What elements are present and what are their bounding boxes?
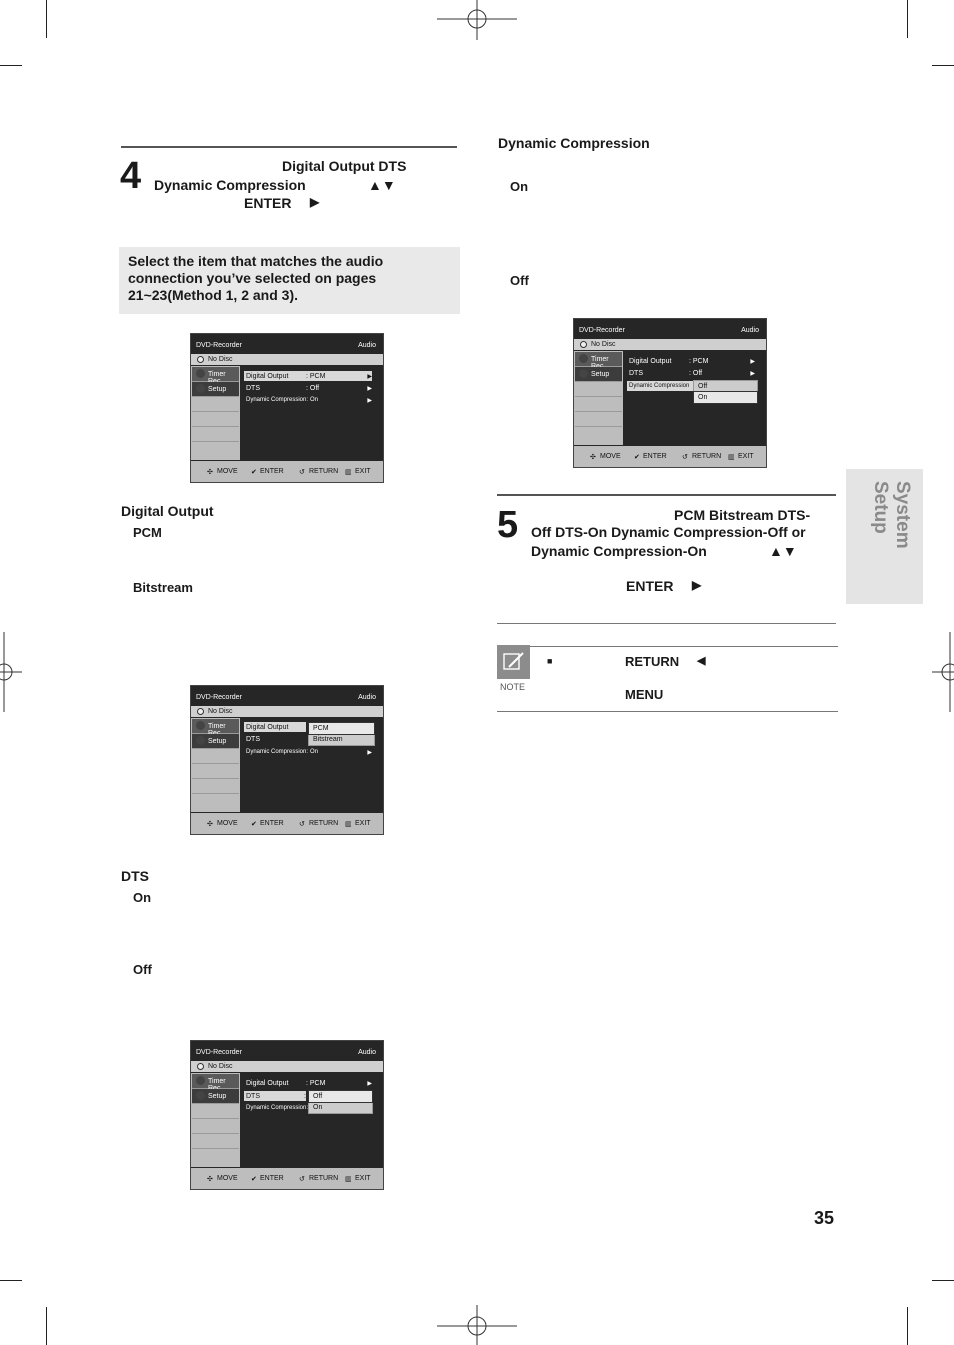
- registration-mark: [0, 632, 22, 712]
- osd-option-pcm[interactable]: PCM: [309, 723, 374, 734]
- osd-disc-status: No Disc: [208, 356, 233, 363]
- notice-box: [119, 247, 460, 314]
- osd-option-off[interactable]: Off: [698, 383, 708, 390]
- note-menu: MENU: [625, 687, 664, 702]
- osd-footer: ✣ MOVE ✔ ENTER ↺ RETURN ▥ EXIT: [191, 1168, 383, 1189]
- gear-icon: [196, 1091, 205, 1100]
- osd-disc-status: No Disc: [208, 708, 233, 715]
- gear-icon: [196, 736, 205, 745]
- registration-mark: [932, 632, 954, 712]
- dynamic-compression-heading: Dynamic Compression: [498, 135, 650, 151]
- osd-title: DVD-Recorder: [196, 342, 242, 349]
- crop-mark: [46, 0, 47, 38]
- clock-icon: [196, 369, 205, 378]
- step-5-enter: ENTER: [626, 578, 674, 594]
- osd-item-dts[interactable]: DTS : Off ▶: [246, 385, 372, 392]
- enter-icon: ✔: [251, 1176, 257, 1183]
- digital-output-heading: Digital Output: [121, 503, 214, 519]
- gear-icon: [196, 384, 205, 393]
- disc-icon: [197, 708, 204, 715]
- up-down-arrows-icon: ▲▼: [368, 177, 396, 193]
- osd-menu-timer[interactable]: Timer: [591, 356, 609, 363]
- clock-icon: [196, 721, 205, 730]
- osd-item-dts[interactable]: DTS :: [246, 1093, 306, 1100]
- pencil-note-icon: [503, 652, 525, 672]
- osd-option-on[interactable]: On: [313, 1104, 323, 1111]
- crop-mark: [907, 0, 908, 38]
- step-4-enter: ENTER: [244, 195, 292, 211]
- osd-option-on[interactable]: On: [694, 392, 757, 403]
- exit-icon: ▥: [345, 1176, 352, 1183]
- step-5-line-1: PCM Bitstream DTS-: [674, 507, 811, 523]
- osd-item-dynamic-compression[interactable]: Dynamic Compression: [627, 381, 693, 391]
- osd-item-digital-output[interactable]: Digital Output : PCM ▶: [246, 1080, 372, 1087]
- digital-output-bitstream: Bitstream: [133, 580, 193, 595]
- osd-footer: ✣ MOVE ✔ ENTER ↺ RETURN ▥ EXIT: [191, 813, 383, 834]
- disc-icon: [580, 341, 587, 348]
- dts-on: On: [133, 890, 152, 905]
- osd-dropdown-digital-output[interactable]: [308, 722, 375, 746]
- crop-mark: [46, 1307, 47, 1345]
- note-label: NOTE: [500, 682, 526, 692]
- move-icon: ✣: [207, 1176, 213, 1183]
- digital-output-pcm: PCM: [133, 525, 162, 540]
- notice-text: Select the item that matches the audio connection you’ve selected on pages 21~23(Method 1, 2 and 3).: [128, 253, 384, 303]
- osd-menu-setup[interactable]: Setup: [208, 1093, 227, 1100]
- step-5-number: 5: [497, 504, 519, 546]
- disc-icon: [197, 356, 204, 363]
- note-bullet: ■: [547, 656, 553, 666]
- osd-dropdown-dts[interactable]: [308, 1090, 373, 1114]
- osd-menu-timer[interactable]: Timer: [208, 371, 226, 378]
- move-icon: ✣: [590, 454, 596, 461]
- registration-mark: [437, 1305, 517, 1345]
- step-4-dynamic-compression: Dynamic Compression: [154, 177, 306, 193]
- step-5-line-3: Dynamic Compression-On: [531, 543, 707, 559]
- registration-mark: [437, 0, 517, 40]
- note-return: RETURN: [625, 654, 680, 669]
- exit-icon: ▥: [345, 821, 352, 828]
- osd-menu-setup[interactable]: Setup: [208, 738, 227, 745]
- note-top-rule: [530, 646, 838, 647]
- return-icon: ↺: [299, 821, 305, 828]
- osd-menu-timer[interactable]: Timer: [208, 1078, 226, 1085]
- up-down-arrows-icon: ▲▼: [769, 543, 797, 559]
- dts-heading: DTS: [121, 868, 149, 884]
- move-icon: ✣: [207, 821, 213, 828]
- osd-disc-status: No Disc: [208, 1063, 233, 1070]
- note-bottom-rule: [497, 711, 838, 712]
- osd-title: DVD-Recorder: [579, 327, 625, 334]
- chapter-side-tab: [846, 469, 923, 604]
- left-arrow-icon: ◀: [697, 655, 706, 667]
- osd-item-dynamic-compression[interactable]: Dynamic Compression: On ▶: [246, 397, 372, 404]
- osd-section: Audio: [358, 342, 376, 349]
- osd-dropdown-dynamic-compression[interactable]: [693, 380, 758, 404]
- section-divider: [497, 623, 836, 624]
- crop-mark: [0, 65, 22, 66]
- crop-mark: [932, 1280, 954, 1281]
- osd-disc-status: No Disc: [591, 341, 616, 348]
- step-4-line-1: Digital Output DTS: [282, 158, 407, 174]
- osd-screen-digital-output: [190, 685, 384, 835]
- right-arrow-icon: ▶: [692, 578, 702, 592]
- crop-mark: [907, 1307, 908, 1345]
- osd-item-digital-output[interactable]: Digital Output : PCM ▶: [629, 358, 755, 365]
- enter-icon: ✔: [251, 469, 257, 476]
- gear-icon: [579, 369, 588, 378]
- osd-screen-audio-main: [190, 333, 384, 483]
- step-4-number: 4: [120, 155, 142, 197]
- section-divider: [121, 146, 457, 148]
- exit-icon: ▥: [728, 454, 735, 461]
- dynamic-compression-off: Off: [510, 273, 529, 288]
- osd-section: Audio: [358, 694, 376, 701]
- osd-section: Audio: [741, 327, 759, 334]
- osd-footer: ✣ MOVE ✔ ENTER ↺ RETURN ▥ EXIT: [191, 461, 383, 482]
- right-arrow-icon: ▶: [310, 195, 320, 209]
- osd-screen-dts: [190, 1040, 384, 1190]
- section-divider: [497, 494, 836, 496]
- return-icon: ↺: [299, 469, 305, 476]
- page-number: 35: [814, 1208, 835, 1228]
- enter-icon: ✔: [251, 821, 257, 828]
- osd-option-bitstream[interactable]: Bitstream: [313, 736, 343, 743]
- osd-screen-dynamic-compression: [573, 318, 767, 468]
- osd-footer: ✣ MOVE ✔ ENTER ↺ RETURN ▥ EXIT: [574, 446, 766, 467]
- osd-menu-setup[interactable]: Setup: [591, 371, 610, 378]
- note-icon-box: [497, 645, 530, 679]
- osd-item-dynamic-compression[interactable]: Dynamic Compression: On ▶: [246, 749, 372, 756]
- disc-icon: [197, 1063, 204, 1070]
- osd-item-digital-output[interactable]: Digital Output : PCM ▶: [246, 373, 372, 380]
- chapter-title: System Setup: [870, 481, 913, 549]
- crop-mark: [932, 65, 954, 66]
- move-icon: ✣: [207, 469, 213, 476]
- clock-icon: [579, 354, 588, 363]
- osd-title: DVD-Recorder: [196, 694, 242, 701]
- exit-icon: ▥: [345, 469, 352, 476]
- osd-item-dts[interactable]: DTS : Off ▶: [629, 370, 755, 377]
- dts-off: Off: [133, 962, 152, 977]
- osd-item-dts[interactable]: DTS: [246, 736, 260, 743]
- enter-icon: ✔: [634, 454, 640, 461]
- osd-title: DVD-Recorder: [196, 1049, 242, 1056]
- clock-icon: [196, 1076, 205, 1085]
- dynamic-compression-on: On: [510, 179, 529, 194]
- osd-item-dynamic-compression[interactable]: Dynamic Compression:: [246, 1105, 309, 1111]
- step-5-line-2: Off DTS-On Dynamic Compression-Off or: [531, 524, 806, 540]
- osd-menu-timer[interactable]: Timer: [208, 723, 226, 730]
- osd-option-off[interactable]: Off: [309, 1091, 372, 1102]
- osd-menu-setup[interactable]: Setup: [208, 386, 227, 393]
- osd-item-digital-output[interactable]: Digital Output: [244, 722, 306, 732]
- return-icon: ↺: [682, 454, 688, 461]
- osd-section: Audio: [358, 1049, 376, 1056]
- crop-mark: [0, 1280, 22, 1281]
- return-icon: ↺: [299, 1176, 305, 1183]
